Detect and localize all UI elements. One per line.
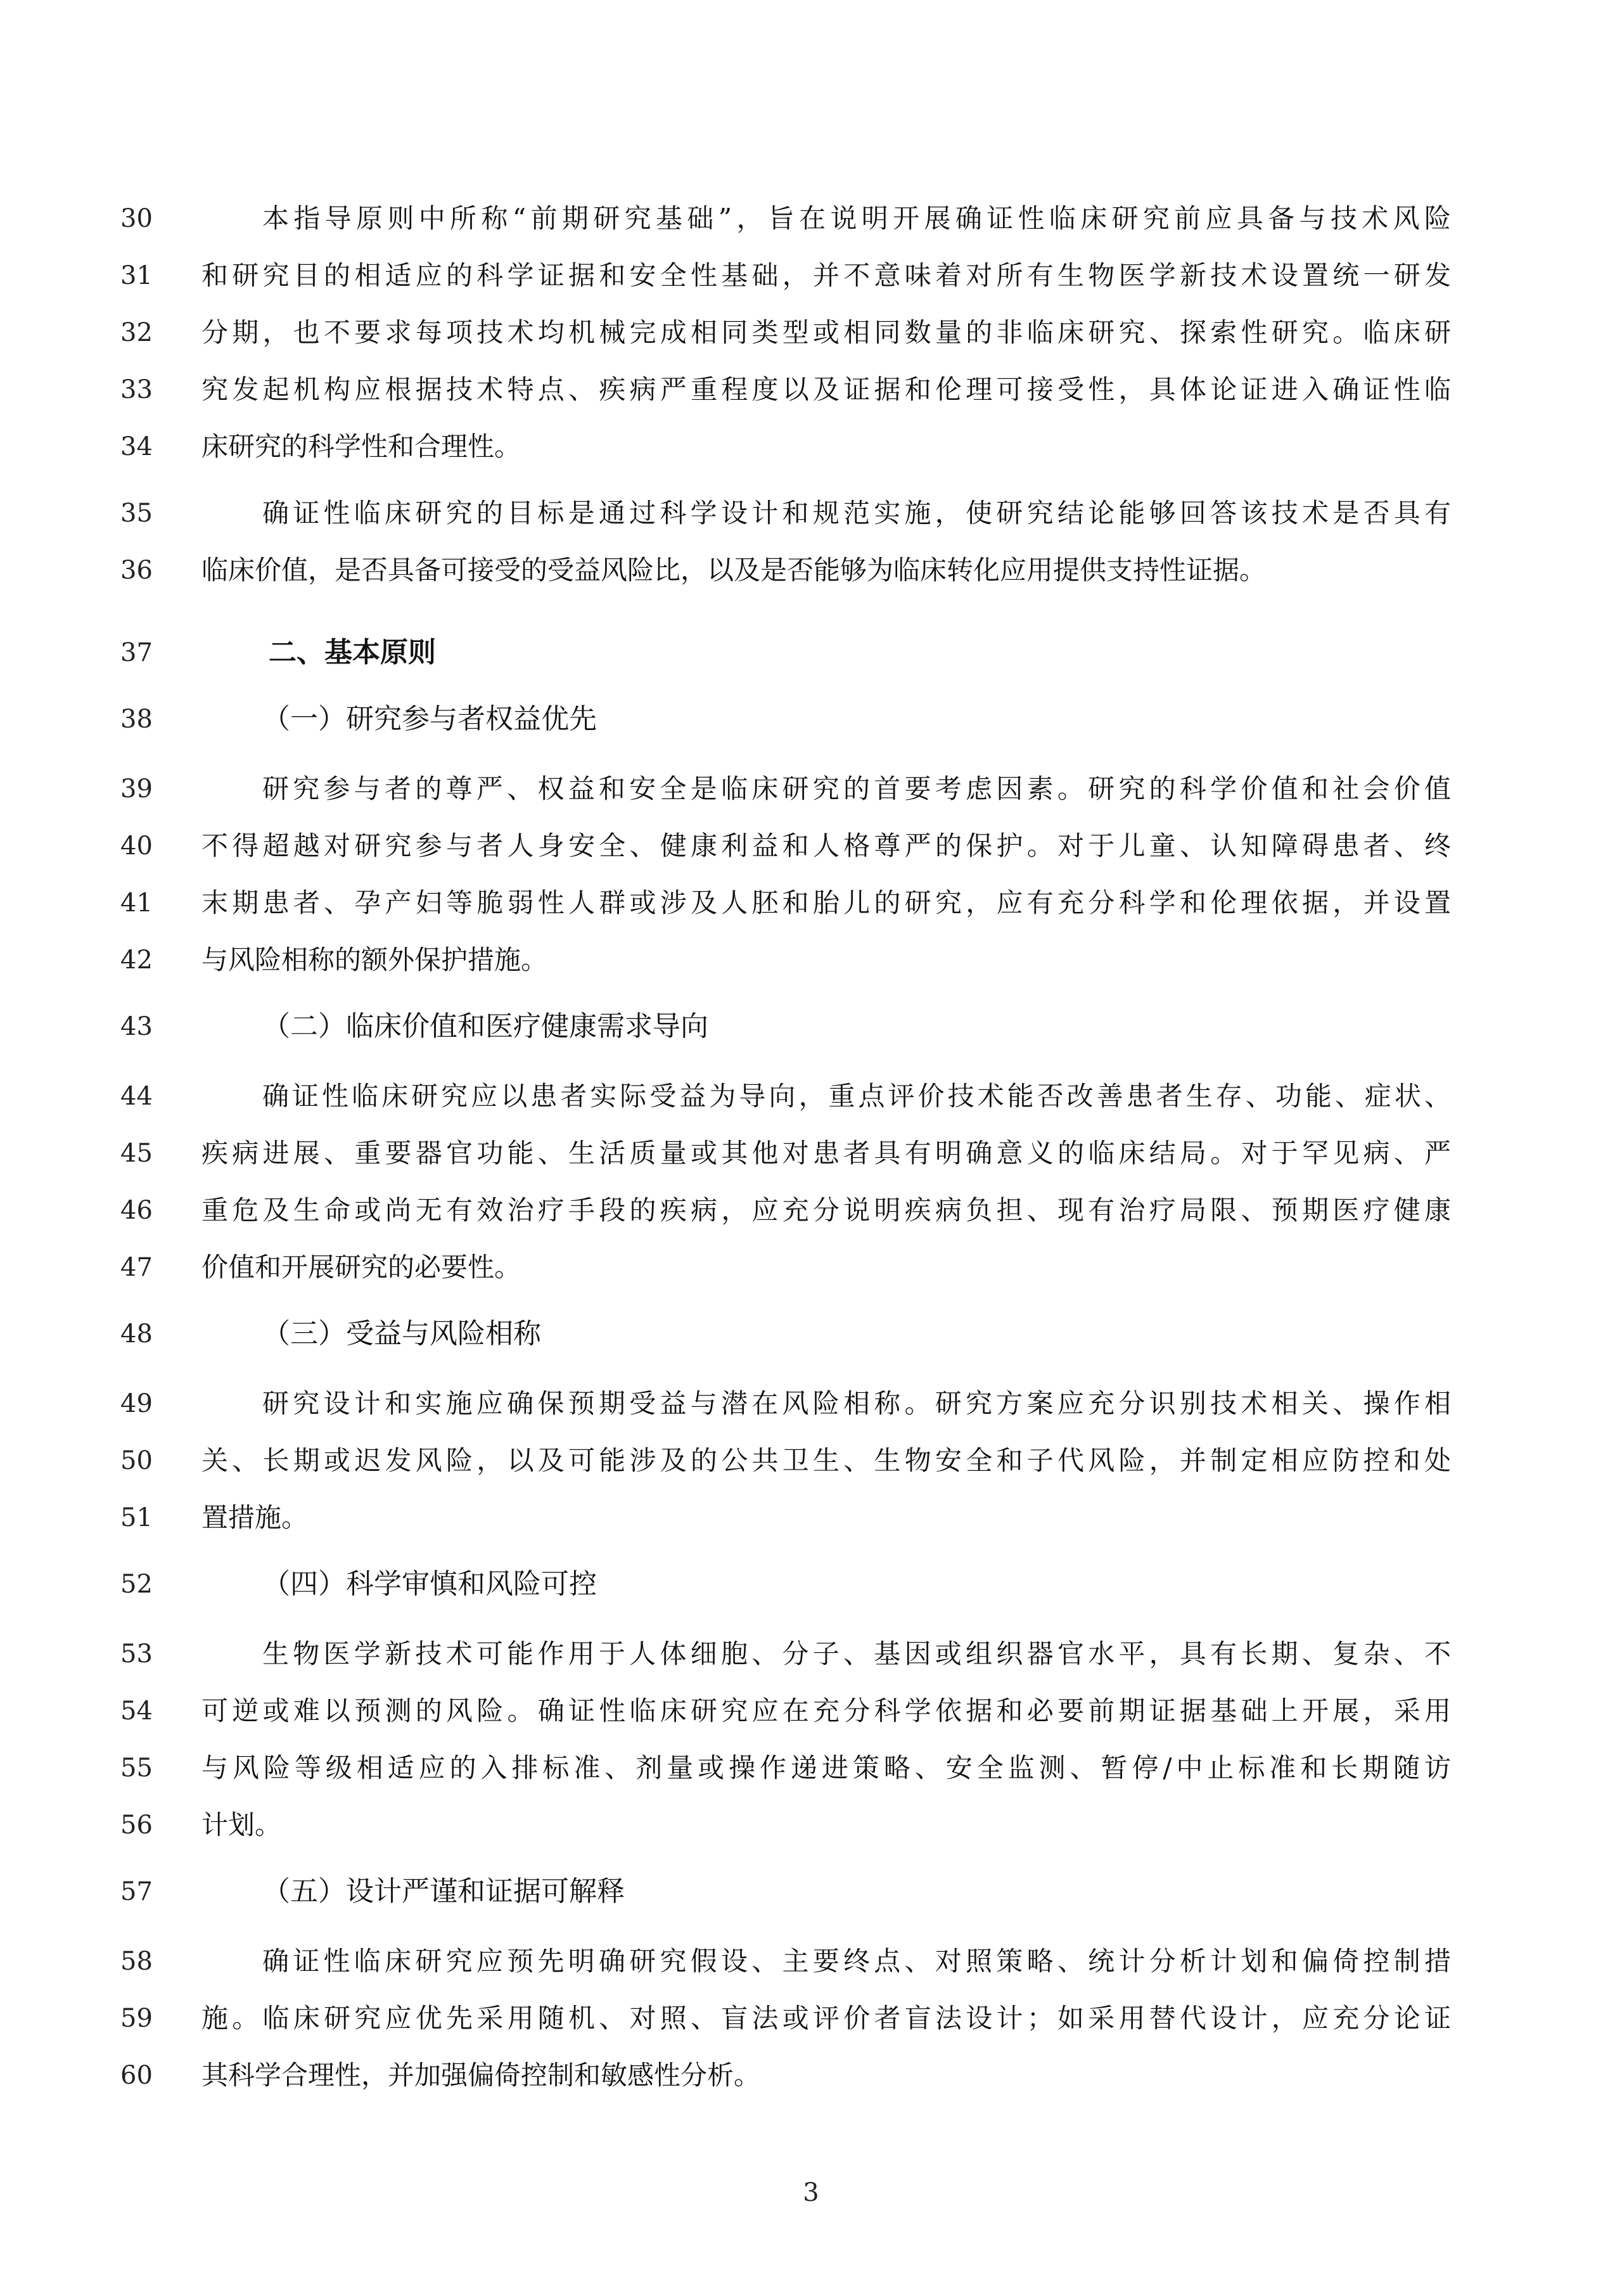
line-text: 不得超越对研究参与者人身安全、健康利益和人格尊严的保护。对于儿童、认知障碍患者、终 [201, 830, 1451, 861]
line-number: 56 [120, 1811, 153, 1840]
text-line [0, 818, 1622, 875]
line-number: 47 [120, 1253, 153, 1282]
line-text: 计划。 [201, 1809, 282, 1840]
line-number: 50 [120, 1446, 153, 1475]
line-number: 48 [120, 1319, 153, 1349]
line-text: 和研究目的相适应的科学证据和安全性基础，并不意味着对所有生物医学新技术设置统一研发 [201, 260, 1451, 291]
text-line [0, 1432, 1622, 1489]
line-number: 59 [120, 2004, 153, 2033]
text-line [0, 1068, 1622, 1125]
line-number: 46 [120, 1196, 153, 1225]
text-line [0, 932, 1622, 989]
line-text: 价值和开展研究的必要性。 [201, 1252, 521, 1283]
text-line [0, 1489, 1622, 1546]
text-line [0, 1740, 1622, 1797]
line-text: 置措施。 [201, 1502, 309, 1533]
line-text: 重危及生命或尚无有效治疗手段的疾病，应充分说明疾病负担、现有治疗局限、预期医疗健康 [201, 1195, 1451, 1226]
subsection-heading-line [0, 1556, 1622, 1613]
line-text: 关、长期或迟发风险，以及可能涉及的公共卫生、生物安全和子代风险，并制定相应防控和处 [201, 1445, 1451, 1476]
subsection-heading: （二）临床价值和医疗健康需求导向 [262, 1010, 708, 1042]
line-text: 确证性临床研究应以患者实际受益为导向，重点评价技术能否改善患者生存、功能、症状、 [262, 1081, 1451, 1112]
line-number: 42 [120, 946, 153, 975]
line-text: 与风险等级相适应的入排标准、剂量或操作递进策略、安全监测、暂停/中止标准和长期随访 [201, 1752, 1451, 1783]
line-text: 究发起机构应根据技术特点、疾病严重程度以及证据和伦理可接受性，具体论证进入确证性临 [201, 374, 1451, 405]
line-number: 58 [120, 1947, 153, 1976]
line-text: 生物医学新技术可能作用于人体细胞、分子、基因或组织器官水平，具有长期、复杂、不 [262, 1638, 1451, 1669]
subsection-heading: （五）设计严谨和证据可解释 [262, 1875, 625, 1908]
subsection-heading-line [0, 1305, 1622, 1363]
line-number: 49 [120, 1389, 153, 1418]
line-number: 36 [120, 556, 153, 585]
line-number: 30 [120, 204, 153, 233]
line-text: 施。临床研究应优先采用随机、对照、盲法或评价者盲法设计；如采用替代设计，应充分论证 [201, 2003, 1451, 2034]
text-line [0, 1933, 1622, 1990]
line-number: 35 [120, 499, 153, 528]
line-number: 39 [120, 774, 153, 804]
subsection-heading: （四）科学审慎和风险可控 [262, 1568, 597, 1600]
subsection-heading-line [0, 998, 1622, 1055]
line-text: 临床价值，是否具备可接受的受益风险比，以及是否能够为临床转化应用提供支持性证据。 [201, 555, 1267, 586]
text-line [0, 1626, 1622, 1683]
text-line [0, 418, 1622, 475]
line-text: 本指导原则中所称“前期研究基础”，旨在说明开展确证性临床研究前应具备与技术风险 [262, 203, 1451, 234]
line-text: 可逆或难以预测的风险。确证性临床研究应在充分科学依据和必要前期证据基础上开展，采用 [201, 1695, 1451, 1726]
line-number: 44 [120, 1082, 153, 1111]
text-line [0, 1125, 1622, 1182]
line-text: 疾病进展、重要器官功能、生活质量或其他对患者具有明确意义的临床结局。对于罕见病、严 [201, 1138, 1451, 1169]
text-line [0, 1797, 1622, 1854]
text-line [0, 247, 1622, 304]
line-number: 57 [120, 1877, 153, 1906]
text-line [0, 304, 1622, 361]
line-number: 45 [120, 1139, 153, 1168]
text-line [0, 485, 1622, 542]
line-number: 60 [120, 2061, 153, 2090]
line-number: 54 [120, 1696, 153, 1726]
text-line [0, 361, 1622, 418]
text-line [0, 2047, 1622, 2104]
line-text: 其科学合理性，并加强偏倚控制和敏感性分析。 [201, 2060, 761, 2091]
text-line [0, 542, 1622, 599]
subsection-heading: （三）受益与风险相称 [262, 1318, 541, 1350]
line-number: 33 [120, 375, 153, 404]
line-text: 确证性临床研究的目标是通过科学设计和规范实施，使研究结论能够回答该技术是否具有 [262, 497, 1451, 529]
line-number: 43 [120, 1012, 153, 1041]
subsection-heading-line [0, 691, 1622, 748]
line-number: 32 [120, 318, 153, 347]
line-number: 41 [120, 888, 153, 918]
line-text: 与风险相称的额外保护措施。 [201, 944, 548, 975]
line-text: 确证性临床研究应预先明确研究假设、主要终点、对照策略、统计分析计划和偏倚控制措 [262, 1946, 1451, 1977]
line-text: 末期患者、孕产妇等脆弱性人群或涉及人胚和胎儿的研究，应有充分科学和伦理依据，并设置 [201, 887, 1451, 918]
page-number: 3 [803, 2178, 819, 2207]
text-line [0, 1239, 1622, 1296]
line-number: 55 [120, 1754, 153, 1783]
line-text: 研究参与者的尊严、权益和安全是临床研究的首要考虑因素。研究的科学价值和社会价值 [262, 773, 1451, 804]
text-line [0, 875, 1622, 932]
line-text: 研究设计和实施应确保预期受益与潜在风险相称。研究方案应充分识别技术相关、操作相 [262, 1388, 1451, 1419]
text-line [0, 760, 1622, 818]
section-heading: 二、基本原则 [269, 636, 436, 669]
text-line [0, 190, 1622, 247]
line-number: 34 [120, 432, 153, 461]
subsection-heading: （一）研究参与者权益优先 [262, 703, 597, 735]
text-line [0, 1182, 1622, 1239]
text-line [0, 1683, 1622, 1740]
line-number: 38 [120, 705, 153, 734]
section-heading-line [0, 624, 1622, 681]
line-text: 分期，也不要求每项技术均机械完成相同类型或相同数量的非临床研究、探索性研究。临床研 [201, 317, 1451, 348]
line-number: 52 [120, 1570, 153, 1599]
line-number: 31 [120, 261, 153, 290]
subsection-heading-line [0, 1863, 1622, 1920]
text-line [0, 1375, 1622, 1432]
text-line [0, 1990, 1622, 2047]
line-number: 51 [120, 1503, 153, 1532]
line-number: 40 [120, 831, 153, 861]
line-number: 37 [120, 638, 153, 667]
line-text: 床研究的科学性和合理性。 [201, 431, 521, 462]
line-number: 53 [120, 1639, 153, 1669]
